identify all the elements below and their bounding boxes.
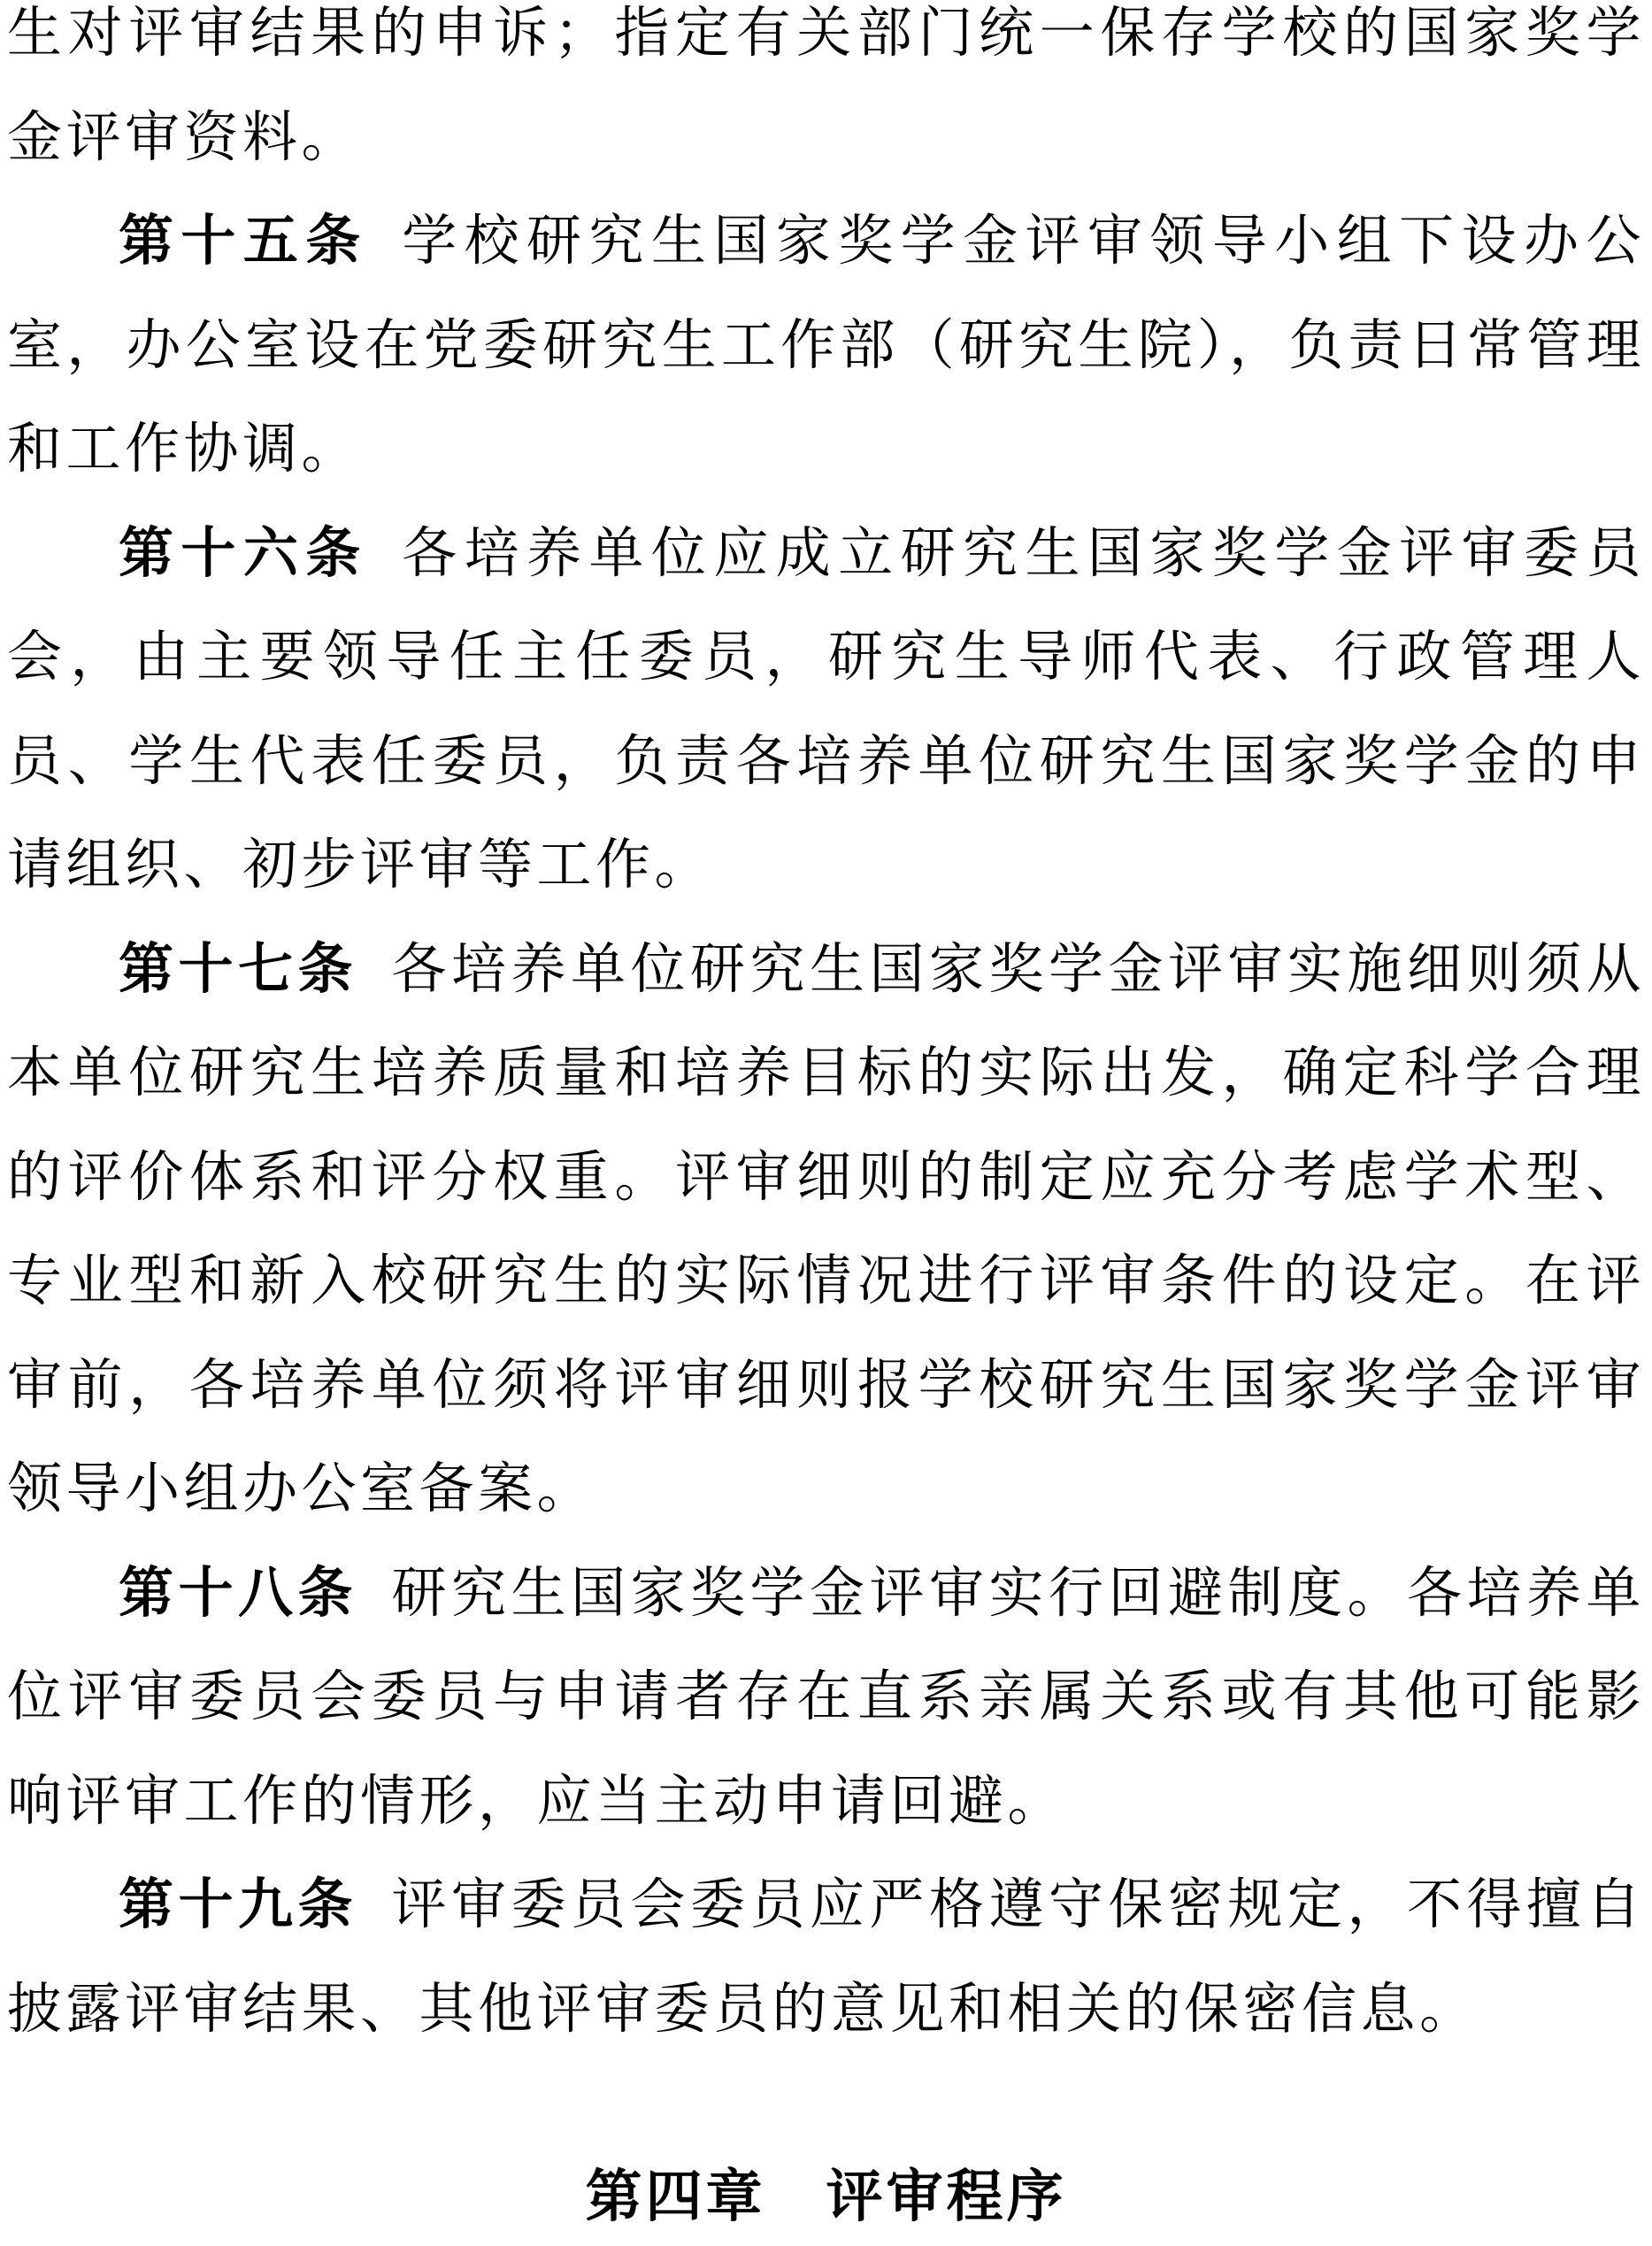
article-paragraph: 第十六条 各培养单位应成立研究生国家奖学金评审委员会，由主要领导任主任委员，研究生导师代表、行政管理人员、学生代表任委员，负责各培养单位研究生国家奖学金的申请组织、初步评审等工作。 bbox=[7, 523, 1645, 896]
article-number: 第十九条 bbox=[119, 1875, 358, 1935]
article-paragraph: 第十八条 研究生国家奖学金评审实行回避制度。各培养单位评审委员会委员与申请者存在直系亲属关系或有其他可能影响评审工作的情形，应当主动申请回避。 bbox=[7, 1563, 1645, 1832]
article-paragraph: 第十九条 评审委员会委员应严格遵守保密规定，不得擅自披露评审结果、其他评审委员的意见和相关的保密信息。 bbox=[7, 1875, 1645, 2040]
article-number: 第十七条 bbox=[119, 939, 358, 1000]
article-number: 第十六条 bbox=[119, 523, 368, 584]
paragraph-list bbox=[7, 0, 1645, 2062]
continuation-paragraph: 生对评审结果的申诉；指定有关部门统一保存学校的国家奖学金评审资料。 bbox=[7, 4, 1645, 168]
chapter-heading: 第四章 评审程序 bbox=[585, 2165, 1067, 2228]
article-number: 第十五条 bbox=[119, 212, 368, 272]
article-paragraph: 第十七条 各培养单位研究生国家奖学金评审实施细则须从本单位研究生培养质量和培养目标的实际出发，确定科学合理的评价体系和评分权重。评审细则的制定应充分考虑学术型、专业型和新入校研究生的实际情况进行评审条件的设定。在评审前，各培养单位须将评审细则报学校研究生国家奖学金评审领导小组办公室备案。 bbox=[7, 939, 1645, 1519]
article-paragraph: 第十五条 学校研究生国家奖学金评审领导小组下设办公室，办公室设在党委研究生工作部（研究生院），负责日常管理和工作协调。 bbox=[7, 212, 1645, 480]
article-number: 第十八条 bbox=[119, 1563, 358, 1624]
